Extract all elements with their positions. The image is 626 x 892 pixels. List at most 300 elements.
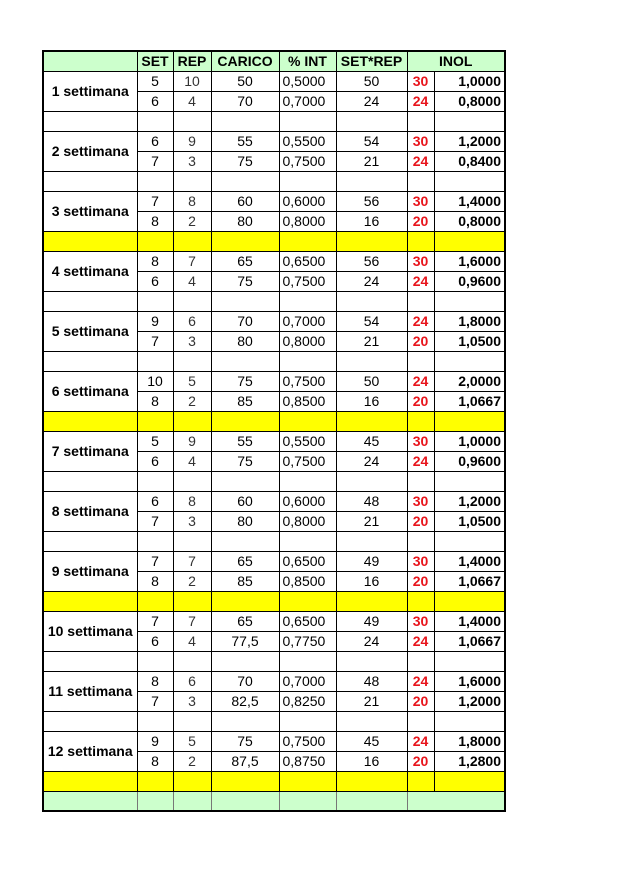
sep-label xyxy=(43,771,137,791)
red-value-cell: 30 xyxy=(407,191,434,211)
separator-row-yellow xyxy=(43,231,505,251)
sep-red xyxy=(407,291,434,311)
red-value-cell: 24 xyxy=(407,451,434,471)
sep-inol xyxy=(434,531,505,551)
separator-row-yellow xyxy=(43,771,505,791)
setrep-cell: 21 xyxy=(336,691,407,711)
red-value-cell: 30 xyxy=(407,431,434,451)
sep-label xyxy=(43,111,137,131)
int-cell: 0,8500 xyxy=(279,391,336,411)
sep-carico xyxy=(211,531,279,551)
rep-cell: 6 xyxy=(173,311,211,331)
rep-cell: 2 xyxy=(173,391,211,411)
carico-cell: 75 xyxy=(211,271,279,291)
sep-inol xyxy=(434,411,505,431)
setrep-cell: 24 xyxy=(336,451,407,471)
setrep-cell: 24 xyxy=(336,631,407,651)
week-label: 7 settimana xyxy=(43,431,137,471)
carico-cell: 85 xyxy=(211,571,279,591)
table-row xyxy=(43,251,505,271)
red-value-cell: 30 xyxy=(407,131,434,151)
set-cell: 6 xyxy=(137,91,173,111)
rep-cell: 4 xyxy=(173,451,211,471)
sep-int xyxy=(279,591,336,611)
red-value-cell: 30 xyxy=(407,491,434,511)
red-value-cell: 20 xyxy=(407,511,434,531)
sep-label xyxy=(43,591,137,611)
sep-set xyxy=(137,171,173,191)
inol-cell: 1,0667 xyxy=(434,391,505,411)
foot-int xyxy=(279,791,336,811)
set-cell: 8 xyxy=(137,671,173,691)
int-cell: 0,6000 xyxy=(279,491,336,511)
separator-row-yellow xyxy=(43,591,505,611)
carico-cell: 80 xyxy=(211,211,279,231)
week-label: 10 settimana xyxy=(43,611,137,651)
sep-rep xyxy=(173,471,211,491)
sep-rep xyxy=(173,591,211,611)
week-label: 8 settimana xyxy=(43,491,137,531)
rep-cell: 2 xyxy=(173,211,211,231)
carico-cell: 60 xyxy=(211,191,279,211)
sep-set xyxy=(137,291,173,311)
sep-int xyxy=(279,111,336,131)
red-value-cell: 24 xyxy=(407,371,434,391)
week-label: 2 settimana xyxy=(43,131,137,171)
rep-cell: 8 xyxy=(173,191,211,211)
red-value-cell: 24 xyxy=(407,271,434,291)
rep-cell: 8 xyxy=(173,491,211,511)
inol-cell: 0,8000 xyxy=(434,91,505,111)
inol-cell: 1,0500 xyxy=(434,331,505,351)
inol-cell: 0,8000 xyxy=(434,211,505,231)
set-cell: 9 xyxy=(137,731,173,751)
inol-cell: 1,2000 xyxy=(434,131,505,151)
sep-label xyxy=(43,231,137,251)
separator-row-yellow xyxy=(43,411,505,431)
sep-inol xyxy=(434,231,505,251)
carico-cell: 55 xyxy=(211,131,279,151)
inol-cell: 1,2000 xyxy=(434,691,505,711)
sep-carico xyxy=(211,351,279,371)
sep-label xyxy=(43,291,137,311)
red-value-cell: 24 xyxy=(407,731,434,751)
set-cell: 10 xyxy=(137,371,173,391)
set-cell: 7 xyxy=(137,151,173,171)
sep-red xyxy=(407,411,434,431)
sep-setrep xyxy=(336,711,407,731)
rep-cell: 5 xyxy=(173,731,211,751)
setrep-cell: 45 xyxy=(336,731,407,751)
carico-cell: 50 xyxy=(211,71,279,91)
int-cell: 0,5000 xyxy=(279,71,336,91)
sep-rep xyxy=(173,171,211,191)
carico-cell: 70 xyxy=(211,671,279,691)
inol-cell: 1,0667 xyxy=(434,571,505,591)
rep-cell: 9 xyxy=(173,131,211,151)
sep-setrep xyxy=(336,591,407,611)
carico-cell: 60 xyxy=(211,491,279,511)
separator-row-blank xyxy=(43,471,505,491)
set-cell: 7 xyxy=(137,551,173,571)
sep-rep xyxy=(173,291,211,311)
sep-setrep xyxy=(336,771,407,791)
training-table xyxy=(42,50,506,812)
sep-label xyxy=(43,411,137,431)
sep-inol xyxy=(434,291,505,311)
table-row xyxy=(43,671,505,691)
sep-rep xyxy=(173,651,211,671)
int-cell: 0,8000 xyxy=(279,211,336,231)
setrep-cell: 21 xyxy=(336,151,407,171)
sep-inol xyxy=(434,771,505,791)
week-label: 1 settimana xyxy=(43,71,137,111)
sep-red xyxy=(407,531,434,551)
carico-cell: 55 xyxy=(211,431,279,451)
rep-cell: 3 xyxy=(173,331,211,351)
sep-rep xyxy=(173,711,211,731)
table-row xyxy=(43,431,505,451)
rep-cell: 3 xyxy=(173,151,211,171)
inol-cell: 1,6000 xyxy=(434,251,505,271)
week-label: 12 settimana xyxy=(43,731,137,771)
sep-int xyxy=(279,291,336,311)
sep-set xyxy=(137,411,173,431)
set-cell: 8 xyxy=(137,211,173,231)
sep-int xyxy=(279,771,336,791)
sep-int xyxy=(279,651,336,671)
setrep-cell: 50 xyxy=(336,371,407,391)
table-row xyxy=(43,611,505,631)
set-cell: 8 xyxy=(137,251,173,271)
carico-cell: 75 xyxy=(211,451,279,471)
sep-int xyxy=(279,351,336,371)
sep-int xyxy=(279,411,336,431)
sep-carico xyxy=(211,231,279,251)
sep-set xyxy=(137,471,173,491)
carico-cell: 80 xyxy=(211,511,279,531)
table-row xyxy=(43,551,505,571)
int-cell: 0,7500 xyxy=(279,271,336,291)
red-value-cell: 20 xyxy=(407,211,434,231)
red-value-cell: 30 xyxy=(407,551,434,571)
inol-cell: 1,2000 xyxy=(434,491,505,511)
set-cell: 7 xyxy=(137,611,173,631)
int-cell: 0,7500 xyxy=(279,151,336,171)
sep-int xyxy=(279,711,336,731)
separator-row-blank xyxy=(43,111,505,131)
sep-carico xyxy=(211,411,279,431)
carico-cell: 80 xyxy=(211,331,279,351)
table-row xyxy=(43,191,505,211)
inol-cell: 1,0500 xyxy=(434,511,505,531)
header-label xyxy=(43,51,137,71)
rep-cell: 7 xyxy=(173,551,211,571)
header-rep: REP xyxy=(173,51,211,71)
set-cell: 7 xyxy=(137,691,173,711)
table-row xyxy=(43,491,505,511)
header-int: % INT xyxy=(279,51,336,71)
footer-row xyxy=(43,791,505,811)
set-cell: 7 xyxy=(137,331,173,351)
sep-carico xyxy=(211,711,279,731)
header-row xyxy=(43,51,505,71)
sep-setrep xyxy=(336,351,407,371)
int-cell: 0,7500 xyxy=(279,731,336,751)
inol-cell: 1,0000 xyxy=(434,431,505,451)
setrep-cell: 16 xyxy=(336,211,407,231)
sep-setrep xyxy=(336,231,407,251)
int-cell: 0,6500 xyxy=(279,551,336,571)
rep-cell: 2 xyxy=(173,751,211,771)
sep-int xyxy=(279,471,336,491)
carico-cell: 87,5 xyxy=(211,751,279,771)
foot-inol xyxy=(407,791,505,811)
set-cell: 8 xyxy=(137,571,173,591)
separator-row-blank xyxy=(43,531,505,551)
int-cell: 0,8500 xyxy=(279,571,336,591)
week-label: 11 settimana xyxy=(43,671,137,711)
sep-set xyxy=(137,591,173,611)
carico-cell: 82,5 xyxy=(211,691,279,711)
separator-row-blank xyxy=(43,711,505,731)
table-row xyxy=(43,731,505,751)
rep-cell: 4 xyxy=(173,271,211,291)
week-label: 6 settimana xyxy=(43,371,137,411)
carico-cell: 75 xyxy=(211,371,279,391)
red-value-cell: 24 xyxy=(407,671,434,691)
sep-carico xyxy=(211,651,279,671)
sep-label xyxy=(43,651,137,671)
header-carico: CARICO xyxy=(211,51,279,71)
setrep-cell: 24 xyxy=(336,91,407,111)
setrep-cell: 49 xyxy=(336,611,407,631)
rep-cell: 7 xyxy=(173,251,211,271)
sep-red xyxy=(407,771,434,791)
inol-cell: 1,2800 xyxy=(434,751,505,771)
sep-setrep xyxy=(336,411,407,431)
int-cell: 0,6500 xyxy=(279,251,336,271)
sep-red xyxy=(407,471,434,491)
set-cell: 8 xyxy=(137,391,173,411)
set-cell: 6 xyxy=(137,631,173,651)
int-cell: 0,6000 xyxy=(279,191,336,211)
setrep-cell: 21 xyxy=(336,511,407,531)
sep-inol xyxy=(434,171,505,191)
inol-cell: 0,9600 xyxy=(434,271,505,291)
setrep-cell: 48 xyxy=(336,671,407,691)
int-cell: 0,8000 xyxy=(279,331,336,351)
sep-red xyxy=(407,231,434,251)
sep-red xyxy=(407,711,434,731)
sep-set xyxy=(137,111,173,131)
table-row xyxy=(43,71,505,91)
int-cell: 0,7000 xyxy=(279,311,336,331)
sep-set xyxy=(137,531,173,551)
sep-red xyxy=(407,651,434,671)
sep-rep xyxy=(173,771,211,791)
foot-set xyxy=(137,791,173,811)
table-row xyxy=(43,371,505,391)
set-cell: 8 xyxy=(137,751,173,771)
separator-row-blank xyxy=(43,651,505,671)
sep-label xyxy=(43,471,137,491)
separator-row-blank xyxy=(43,291,505,311)
set-cell: 6 xyxy=(137,491,173,511)
week-label: 9 settimana xyxy=(43,551,137,591)
set-cell: 7 xyxy=(137,511,173,531)
red-value-cell: 24 xyxy=(407,311,434,331)
inol-cell: 0,9600 xyxy=(434,451,505,471)
rep-cell: 7 xyxy=(173,611,211,631)
sep-rep xyxy=(173,111,211,131)
sep-setrep xyxy=(336,291,407,311)
sep-set xyxy=(137,771,173,791)
carico-cell: 77,5 xyxy=(211,631,279,651)
sep-inol xyxy=(434,711,505,731)
table-row xyxy=(43,311,505,331)
week-label: 3 settimana xyxy=(43,191,137,231)
set-cell: 7 xyxy=(137,191,173,211)
red-value-cell: 20 xyxy=(407,691,434,711)
sep-carico xyxy=(211,171,279,191)
carico-cell: 65 xyxy=(211,551,279,571)
sep-carico xyxy=(211,471,279,491)
foot-carico xyxy=(211,791,279,811)
red-value-cell: 20 xyxy=(407,751,434,771)
inol-cell: 1,4000 xyxy=(434,191,505,211)
sep-inol xyxy=(434,591,505,611)
int-cell: 0,7750 xyxy=(279,631,336,651)
separator-row-blank xyxy=(43,351,505,371)
set-cell: 5 xyxy=(137,71,173,91)
red-value-cell: 24 xyxy=(407,151,434,171)
setrep-cell: 16 xyxy=(336,391,407,411)
int-cell: 0,7500 xyxy=(279,371,336,391)
red-value-cell: 20 xyxy=(407,391,434,411)
setrep-cell: 16 xyxy=(336,751,407,771)
carico-cell: 75 xyxy=(211,151,279,171)
sep-red xyxy=(407,171,434,191)
setrep-cell: 56 xyxy=(336,251,407,271)
sep-set xyxy=(137,351,173,371)
sep-setrep xyxy=(336,651,407,671)
sep-set xyxy=(137,231,173,251)
sep-rep xyxy=(173,411,211,431)
red-value-cell: 20 xyxy=(407,571,434,591)
sep-red xyxy=(407,111,434,131)
carico-cell: 70 xyxy=(211,311,279,331)
int-cell: 0,7500 xyxy=(279,451,336,471)
int-cell: 0,7000 xyxy=(279,671,336,691)
inol-cell: 1,8000 xyxy=(434,731,505,751)
red-value-cell: 24 xyxy=(407,631,434,651)
rep-cell: 9 xyxy=(173,431,211,451)
inol-cell: 1,8000 xyxy=(434,311,505,331)
red-value-cell: 30 xyxy=(407,71,434,91)
sep-carico xyxy=(211,771,279,791)
rep-cell: 5 xyxy=(173,371,211,391)
foot-setrep xyxy=(336,791,407,811)
sep-rep xyxy=(173,231,211,251)
setrep-cell: 49 xyxy=(336,551,407,571)
separator-row-blank xyxy=(43,171,505,191)
inol-cell: 1,4000 xyxy=(434,611,505,631)
sep-setrep xyxy=(336,471,407,491)
int-cell: 0,5500 xyxy=(279,431,336,451)
sep-label xyxy=(43,351,137,371)
carico-cell: 85 xyxy=(211,391,279,411)
sep-label xyxy=(43,711,137,731)
header-setrep: SET*REP xyxy=(336,51,407,71)
sep-red xyxy=(407,591,434,611)
header-inol: INOL xyxy=(407,51,505,71)
inol-cell: 1,0667 xyxy=(434,631,505,651)
setrep-cell: 54 xyxy=(336,311,407,331)
sep-inol xyxy=(434,471,505,491)
setrep-cell: 48 xyxy=(336,491,407,511)
rep-cell: 2 xyxy=(173,571,211,591)
red-value-cell: 30 xyxy=(407,611,434,631)
int-cell: 0,8750 xyxy=(279,751,336,771)
rep-cell: 10 xyxy=(173,71,211,91)
setrep-cell: 16 xyxy=(336,571,407,591)
set-cell: 5 xyxy=(137,431,173,451)
inol-cell: 1,6000 xyxy=(434,671,505,691)
sep-int xyxy=(279,171,336,191)
sep-setrep xyxy=(336,531,407,551)
sep-carico xyxy=(211,591,279,611)
set-cell: 6 xyxy=(137,451,173,471)
int-cell: 0,6500 xyxy=(279,611,336,631)
setrep-cell: 54 xyxy=(336,131,407,151)
red-value-cell: 24 xyxy=(407,91,434,111)
sep-inol xyxy=(434,111,505,131)
carico-cell: 65 xyxy=(211,251,279,271)
setrep-cell: 45 xyxy=(336,431,407,451)
sep-label xyxy=(43,171,137,191)
inol-cell: 1,0000 xyxy=(434,71,505,91)
setrep-cell: 24 xyxy=(336,271,407,291)
header-set: SET xyxy=(137,51,173,71)
carico-cell: 70 xyxy=(211,91,279,111)
sep-rep xyxy=(173,531,211,551)
rep-cell: 4 xyxy=(173,631,211,651)
set-cell: 6 xyxy=(137,271,173,291)
sep-inol xyxy=(434,351,505,371)
sep-rep xyxy=(173,351,211,371)
foot-label xyxy=(43,791,137,811)
carico-cell: 75 xyxy=(211,731,279,751)
sep-inol xyxy=(434,651,505,671)
int-cell: 0,8000 xyxy=(279,511,336,531)
sep-red xyxy=(407,351,434,371)
week-label: 5 settimana xyxy=(43,311,137,351)
set-cell: 6 xyxy=(137,131,173,151)
red-value-cell: 20 xyxy=(407,331,434,351)
inol-cell: 1,4000 xyxy=(434,551,505,571)
carico-cell: 65 xyxy=(211,611,279,631)
red-value-cell: 30 xyxy=(407,251,434,271)
foot-rep xyxy=(173,791,211,811)
rep-cell: 3 xyxy=(173,691,211,711)
inol-cell: 0,8400 xyxy=(434,151,505,171)
sep-carico xyxy=(211,291,279,311)
sep-set xyxy=(137,651,173,671)
sep-set xyxy=(137,711,173,731)
int-cell: 0,5500 xyxy=(279,131,336,151)
setrep-cell: 50 xyxy=(336,71,407,91)
